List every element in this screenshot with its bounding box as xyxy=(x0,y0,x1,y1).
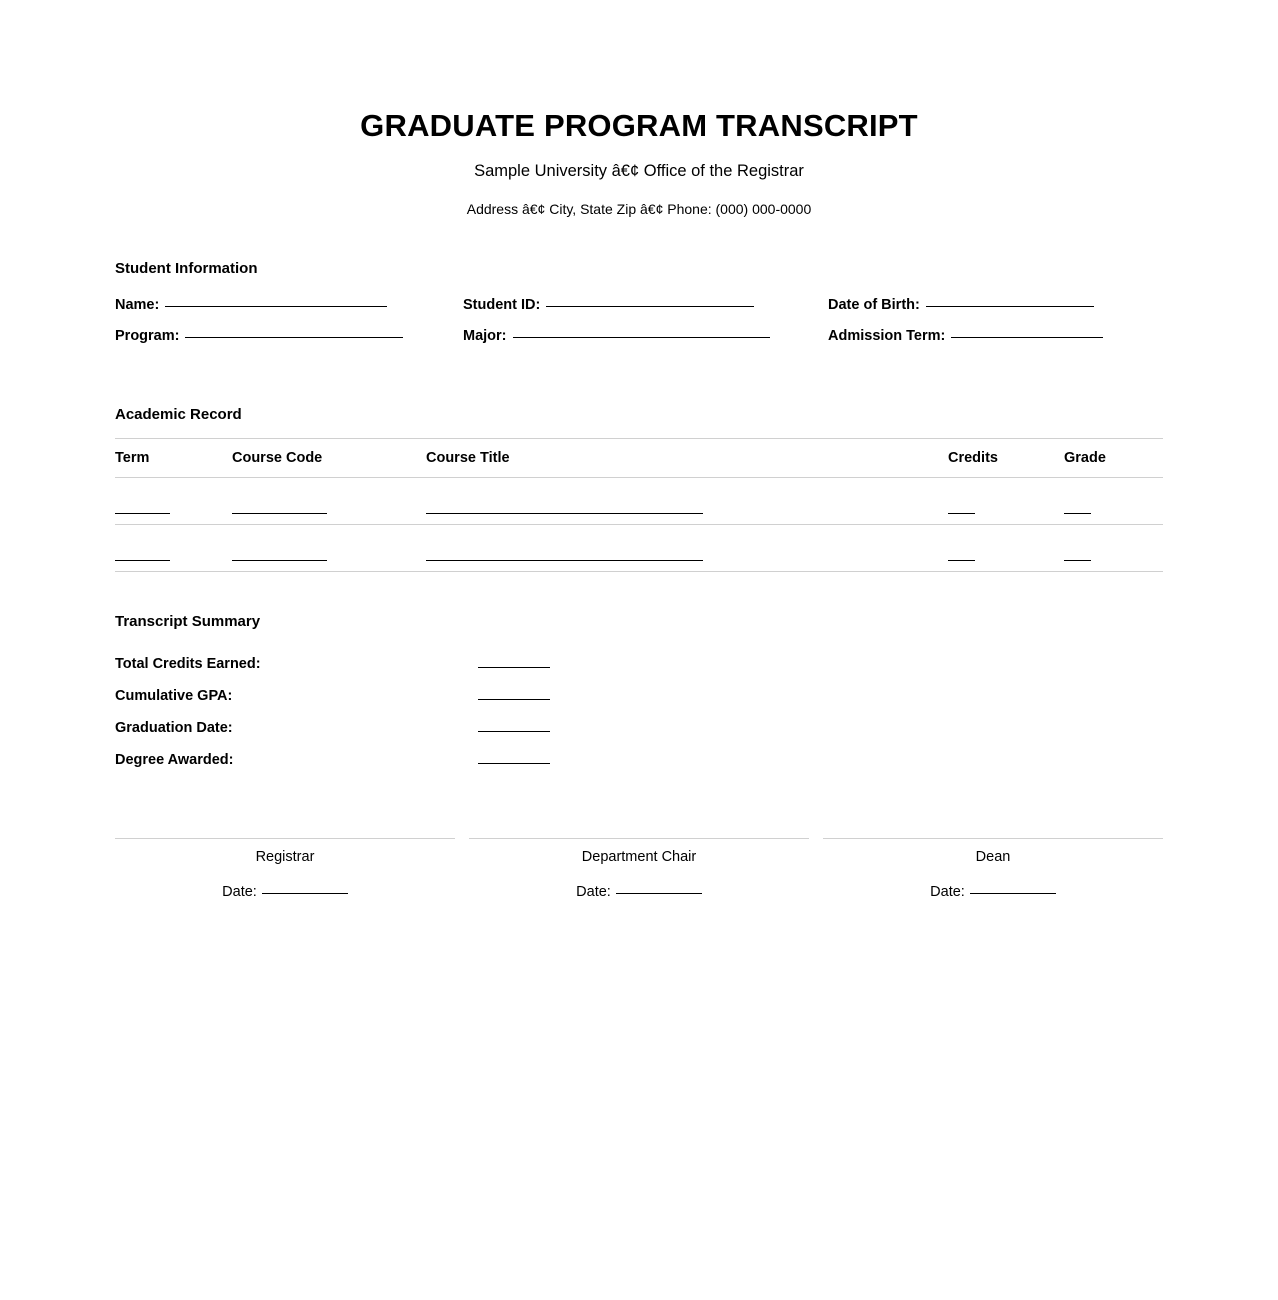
field-major-input[interactable] xyxy=(513,325,770,338)
cell-course-title xyxy=(426,478,948,525)
field-major-label: Major: xyxy=(463,328,507,345)
field-date-of-birth-input[interactable] xyxy=(926,294,1094,307)
signature-role-dean: Dean xyxy=(975,849,1011,866)
signature-role-department-chair: Department Chair xyxy=(581,849,697,866)
student-info-row-1 xyxy=(115,294,1163,325)
input-credits[interactable] xyxy=(948,559,975,561)
cell-credits xyxy=(948,525,1064,572)
summary-input-total-credits[interactable] xyxy=(478,666,550,668)
document-address-line: Address â€¢ City, State Zip â€¢ Phone: (000) 000-0000 xyxy=(466,201,812,218)
field-admission-term-label: Admission Term: xyxy=(828,328,946,345)
summary-label-total-credits: Total Credits Earned: xyxy=(115,656,261,673)
field-program-label: Program: xyxy=(115,328,180,345)
summary-input-cumulative-gpa[interactable] xyxy=(478,698,550,700)
summary-row-total-credits xyxy=(115,653,1163,685)
cell-credits xyxy=(948,478,1064,525)
signature-date-dean xyxy=(823,882,1163,902)
student-information-heading: Student Information xyxy=(115,260,258,278)
signature-block-dean xyxy=(823,838,1163,902)
cell-course-code xyxy=(232,525,426,572)
signature-date-department-chair xyxy=(469,882,809,902)
input-grade[interactable] xyxy=(1064,559,1091,561)
summary-label-cumulative-gpa: Cumulative GPA: xyxy=(115,688,233,705)
field-admission-term xyxy=(828,325,1103,347)
signature-date-input-registrar[interactable] xyxy=(262,882,348,894)
signature-date-label-department-chair: Date: xyxy=(576,884,611,901)
summary-row-degree-awarded xyxy=(115,749,1163,781)
column-header-term: Term xyxy=(115,439,232,478)
field-student-id xyxy=(463,294,754,316)
field-date-of-birth xyxy=(828,294,1094,316)
transcript-summary-fields xyxy=(115,653,1163,781)
signature-date-input-dean[interactable] xyxy=(970,882,1056,894)
field-name xyxy=(115,294,387,316)
academic-record-heading: Academic Record xyxy=(115,406,242,424)
input-term[interactable] xyxy=(115,512,170,514)
student-info-row-2 xyxy=(115,325,1163,356)
input-course-title[interactable] xyxy=(426,512,703,514)
summary-label-graduation-date: Graduation Date: xyxy=(115,720,233,737)
table-row xyxy=(115,525,1163,572)
cell-grade xyxy=(1064,478,1163,525)
input-course-code[interactable] xyxy=(232,559,327,561)
summary-row-cumulative-gpa xyxy=(115,685,1163,717)
table-row xyxy=(115,478,1163,525)
signature-date-input-department-chair[interactable] xyxy=(616,882,702,894)
signature-role-registrar: Registrar xyxy=(255,849,315,866)
signature-date-registrar xyxy=(115,882,455,902)
summary-input-graduation-date[interactable] xyxy=(478,730,550,732)
signature-section xyxy=(115,838,1163,902)
field-name-input[interactable] xyxy=(165,294,387,307)
field-program-input[interactable] xyxy=(185,325,403,338)
column-header-credits: Credits xyxy=(948,439,1064,478)
cell-term xyxy=(115,525,232,572)
field-student-id-label: Student ID: xyxy=(463,297,541,314)
summary-input-degree-awarded[interactable] xyxy=(478,762,550,764)
field-name-label: Name: xyxy=(115,297,160,314)
signature-date-label-dean: Date: xyxy=(930,884,965,901)
table-header-row xyxy=(115,439,1163,478)
field-student-id-input[interactable] xyxy=(546,294,754,307)
cell-course-title xyxy=(426,525,948,572)
field-program xyxy=(115,325,403,347)
column-header-course-title: Course Title xyxy=(426,439,948,478)
input-course-title[interactable] xyxy=(426,559,703,561)
signature-block-registrar xyxy=(115,838,455,902)
input-term[interactable] xyxy=(115,559,170,561)
input-grade[interactable] xyxy=(1064,512,1091,514)
input-course-code[interactable] xyxy=(232,512,327,514)
document-title: GRADUATE PROGRAM TRANSCRIPT xyxy=(360,108,918,143)
document-content xyxy=(115,0,1163,902)
field-date-of-birth-label: Date of Birth: xyxy=(828,297,920,314)
transcript-summary-heading: Transcript Summary xyxy=(115,613,261,631)
cell-course-code xyxy=(232,478,426,525)
signature-date-label-registrar: Date: xyxy=(222,884,257,901)
cell-grade xyxy=(1064,525,1163,572)
field-admission-term-input[interactable] xyxy=(951,325,1103,338)
field-major xyxy=(463,325,770,347)
summary-row-graduation-date xyxy=(115,717,1163,749)
document-subtitle: Sample University â€¢ Office of the Registrar xyxy=(474,161,804,180)
column-header-course-code: Course Code xyxy=(232,439,426,478)
column-header-grade: Grade xyxy=(1064,439,1163,478)
academic-record-table xyxy=(115,438,1163,572)
signature-block-department-chair xyxy=(469,838,809,902)
input-credits[interactable] xyxy=(948,512,975,514)
cell-term xyxy=(115,478,232,525)
summary-label-degree-awarded: Degree Awarded: xyxy=(115,752,234,769)
student-information-fields xyxy=(115,294,1163,356)
